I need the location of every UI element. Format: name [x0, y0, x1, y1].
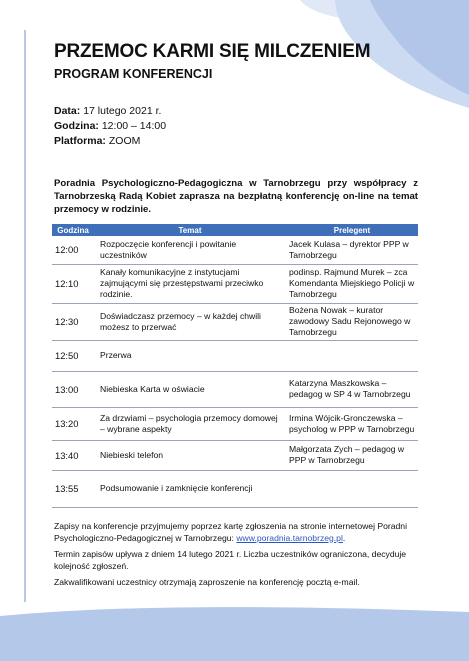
row-speaker: podinsp. Rajmund Murek – zca Komendanta Miejskiego Policji w Tarnobrzegu	[286, 264, 418, 303]
table-row	[52, 440, 418, 470]
date-label: Data:	[54, 105, 81, 117]
row-speaker: Jacek Kulasa – dyrektor PPP w Tarnobrzegu	[286, 236, 418, 264]
row-topic: Kanały komunikacyjne z instytucjami zajmującymi się przestępstwami przeciwko rodzinie.	[94, 264, 286, 303]
row-speaker: Małgorzata Zych – pedagog w PPP w Tarnobrzegu	[286, 440, 418, 470]
time-value: 12:00 – 14:00	[101, 120, 167, 132]
registration-paragraph	[54, 521, 422, 544]
platform-value: ZOOM	[108, 135, 141, 147]
intro-paragraph: Poradnia Psychologiczno-Pedagogiczna w Tarnobrzegu przy współpracy z Tarnobrzeską Radą Kobiet zaprasza na bezpłatną konferencję on-line na temat przemocy w rodzinie.	[54, 178, 418, 215]
row-time: 12:50	[52, 340, 94, 371]
row-topic: Podsumowanie i zamknięcie konferencji	[94, 470, 286, 507]
row-time: 13:55	[52, 470, 94, 507]
table-header-row	[52, 224, 418, 236]
row-time: 12:00	[52, 236, 94, 264]
row-topic: Rozpoczęcie konferencji i powitanie uczestników	[94, 236, 286, 264]
date-line	[54, 104, 166, 119]
row-speaker: Katarzyna Maszkowska – pedagog w SP 4 w Tarnobrzegu	[286, 371, 418, 407]
platform-line	[54, 134, 166, 149]
table-row	[52, 470, 418, 507]
row-topic: Doświadczasz przemocy – w każdej chwili możesz to przerwać	[94, 303, 286, 340]
row-time: 12:30	[52, 303, 94, 340]
time-line	[54, 119, 166, 134]
row-speaker: Irmina Wójcik-Gronczewska – psycholog w PPP w Tarnobrzegu	[286, 407, 418, 440]
registration-text-end: .	[342, 532, 346, 543]
table-row	[52, 303, 418, 340]
table-row	[52, 236, 418, 264]
document-title: PRZEMOC KARMI SIĘ MILCZENIEM	[54, 41, 371, 62]
header-speaker: Prelegent	[286, 224, 418, 236]
invitation-paragraph: Zakwalifikowani uczestnicy otrzymają zaproszenie na konferencję pocztą e-mail.	[54, 577, 360, 587]
row-topic: Za drzwiami – psychologia przemocy domowej – wybrane aspekty	[94, 407, 286, 440]
header-topic: Temat	[94, 224, 286, 236]
row-time: 13:00	[52, 371, 94, 407]
program-table	[52, 224, 418, 508]
event-details	[54, 104, 166, 149]
registration-text: Zapisy na konferencje przyjmujemy poprzez kartę zgłoszenia na stronie internetowej Poradni Psychologiczno-Pedagogicznej w Tarnobrzegu:	[54, 521, 407, 543]
time-label: Godzina:	[54, 120, 99, 132]
table-row	[52, 407, 418, 440]
table-row	[52, 264, 418, 303]
document-subtitle: PROGRAM KONFERENCJI	[54, 67, 213, 81]
row-time: 13:20	[52, 407, 94, 440]
row-time: 13:40	[52, 440, 94, 470]
row-topic: Niebieska Karta w oświacie	[94, 371, 286, 407]
left-margin-rule	[24, 30, 26, 602]
deadline-paragraph: Termin zapisów upływa z dniem 14 lutego 2021 r. Liczba uczestników ograniczona, decyduje kolejność zgłoszeń.	[54, 549, 407, 571]
bottom-band	[0, 607, 469, 661]
table-row	[52, 371, 418, 407]
platform-label: Platforma:	[54, 135, 106, 147]
registration-notes	[54, 521, 422, 594]
header-time: Godzina	[52, 224, 94, 236]
row-speaker	[286, 340, 418, 371]
table-row	[52, 340, 418, 371]
row-topic: Niebieski telefon	[94, 440, 286, 470]
date-value: 17 lutego 2021 r.	[83, 105, 162, 117]
row-time: 12:10	[52, 264, 94, 303]
row-speaker	[286, 470, 418, 507]
row-speaker: Bożena Nowak – kurator zawodowy Sadu Rejonowego w Tarnobrzegu	[286, 303, 418, 340]
website-link[interactable]: www.poradnia.tarnobrzeg.pl	[236, 532, 343, 543]
row-topic: Przerwa	[94, 340, 286, 371]
